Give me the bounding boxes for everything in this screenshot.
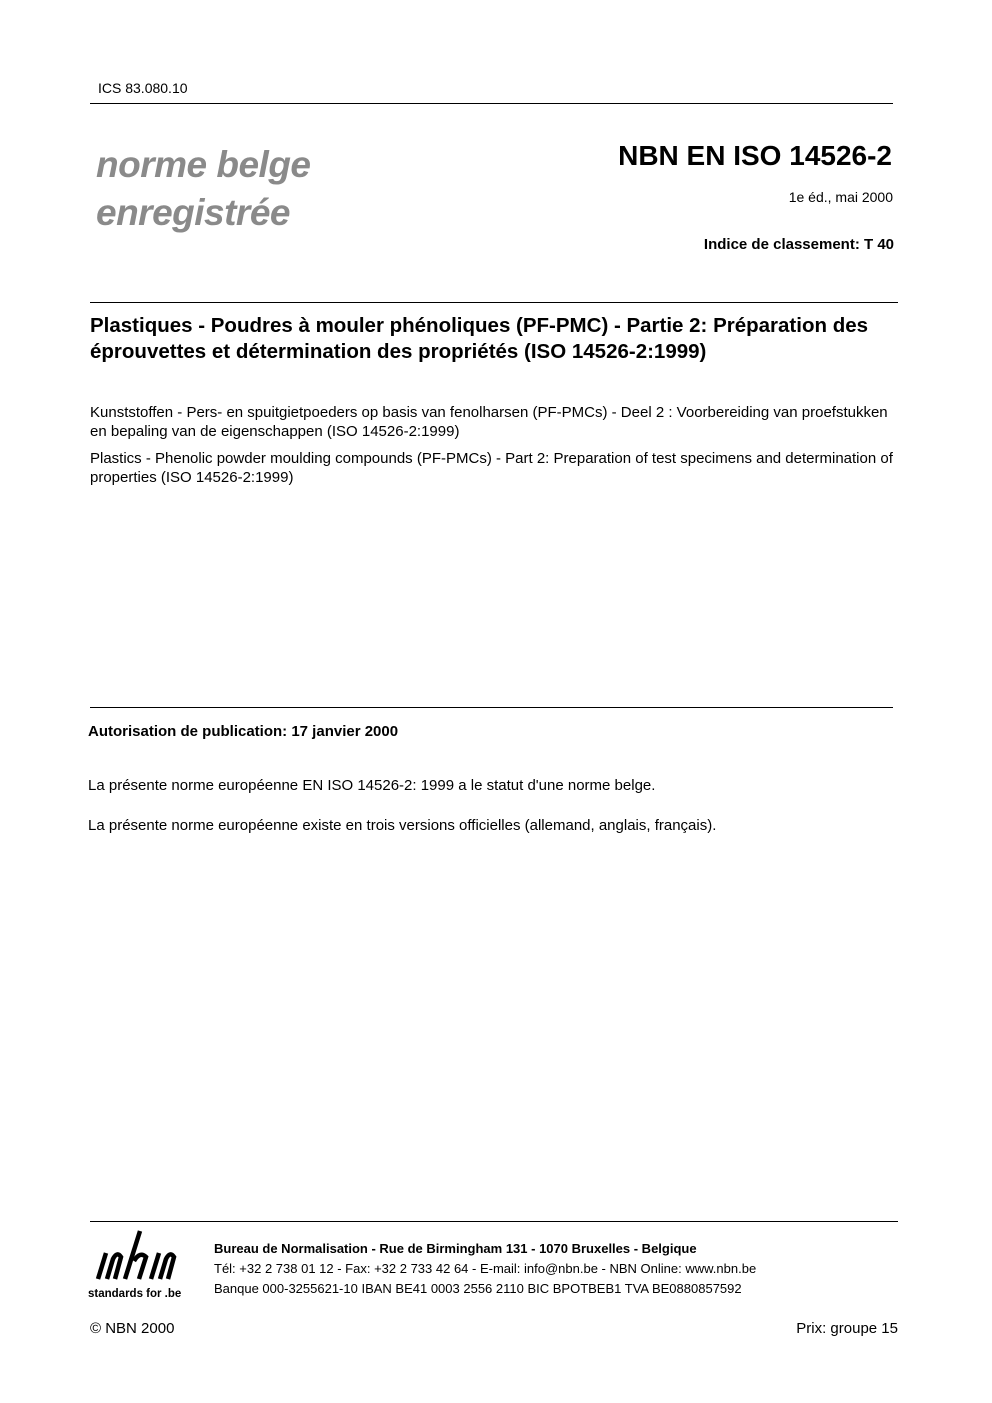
title-french: Plastiques - Poudres à mouler phénoliques (PF-PMC) - Partie 2: Préparation des éprouvettes et détermination des propriétés (ISO 14526-2:1999): [90, 314, 869, 363]
price-group: Prix: groupe 15: [796, 1320, 898, 1337]
publication-authorisation: Autorisation de publication: 17 janvier 2000: [88, 723, 399, 740]
nbn-logo: [88, 1227, 200, 1307]
logo-tagline: standards for .be: [88, 1288, 182, 1300]
norme-line-1: norme belge: [96, 144, 311, 185]
top-divider: [90, 103, 893, 104]
contact-line: Tél: +32 2 738 01 12 - Fax: +32 2 733 42 64 - E-mail: info@nbn.be - NBN Online: www.nbn.be: [214, 1261, 757, 1276]
status-paragraph: La présente norme européenne EN ISO 14526-2: 1999 a le statut d'une norme belge.: [88, 777, 656, 794]
norme-line-2: enregistrée: [96, 192, 290, 233]
footer-divider: [90, 1221, 898, 1222]
edition-date: 1e éd., mai 2000: [788, 189, 893, 205]
body-divider: [90, 707, 893, 708]
ics-code: ICS 83.080.10: [98, 80, 188, 96]
copyright: © NBN 2000: [90, 1320, 175, 1337]
standard-code: NBN EN ISO 14526-2: [618, 140, 892, 171]
norme-belge-title: [96, 141, 311, 237]
title-dutch: Kunststoffen - Pers- en spuitgietpoeders op basis van fenolharsen (PF-PMCs) - Deel 2 : Voorbereiding van proefstukken en bepaling van de eigenschappen (ISO 14526-2:1999): [90, 404, 888, 440]
title-divider: [90, 302, 898, 303]
versions-paragraph: La présente norme européenne existe en trois versions officielles (allemand, anglais, français).: [88, 817, 717, 834]
bureau-address: Bureau de Normalisation - Rue de Birmingham 131 - 1070 Bruxelles - Belgique: [214, 1241, 697, 1256]
title-english: Plastics - Phenolic powder moulding compounds (PF-PMCs) - Part 2: Preparation of test specimens and determination of properties (ISO 14526-2:1999): [90, 450, 893, 486]
nbn-logo-mark: [88, 1227, 200, 1287]
bank-line: Banque 000-3255621-10 IBAN BE41 0003 2556 2110 BIC BPOTBEB1 TVA BE0880857592: [214, 1281, 742, 1296]
classification-index: Indice de classement: T 40: [703, 236, 894, 253]
